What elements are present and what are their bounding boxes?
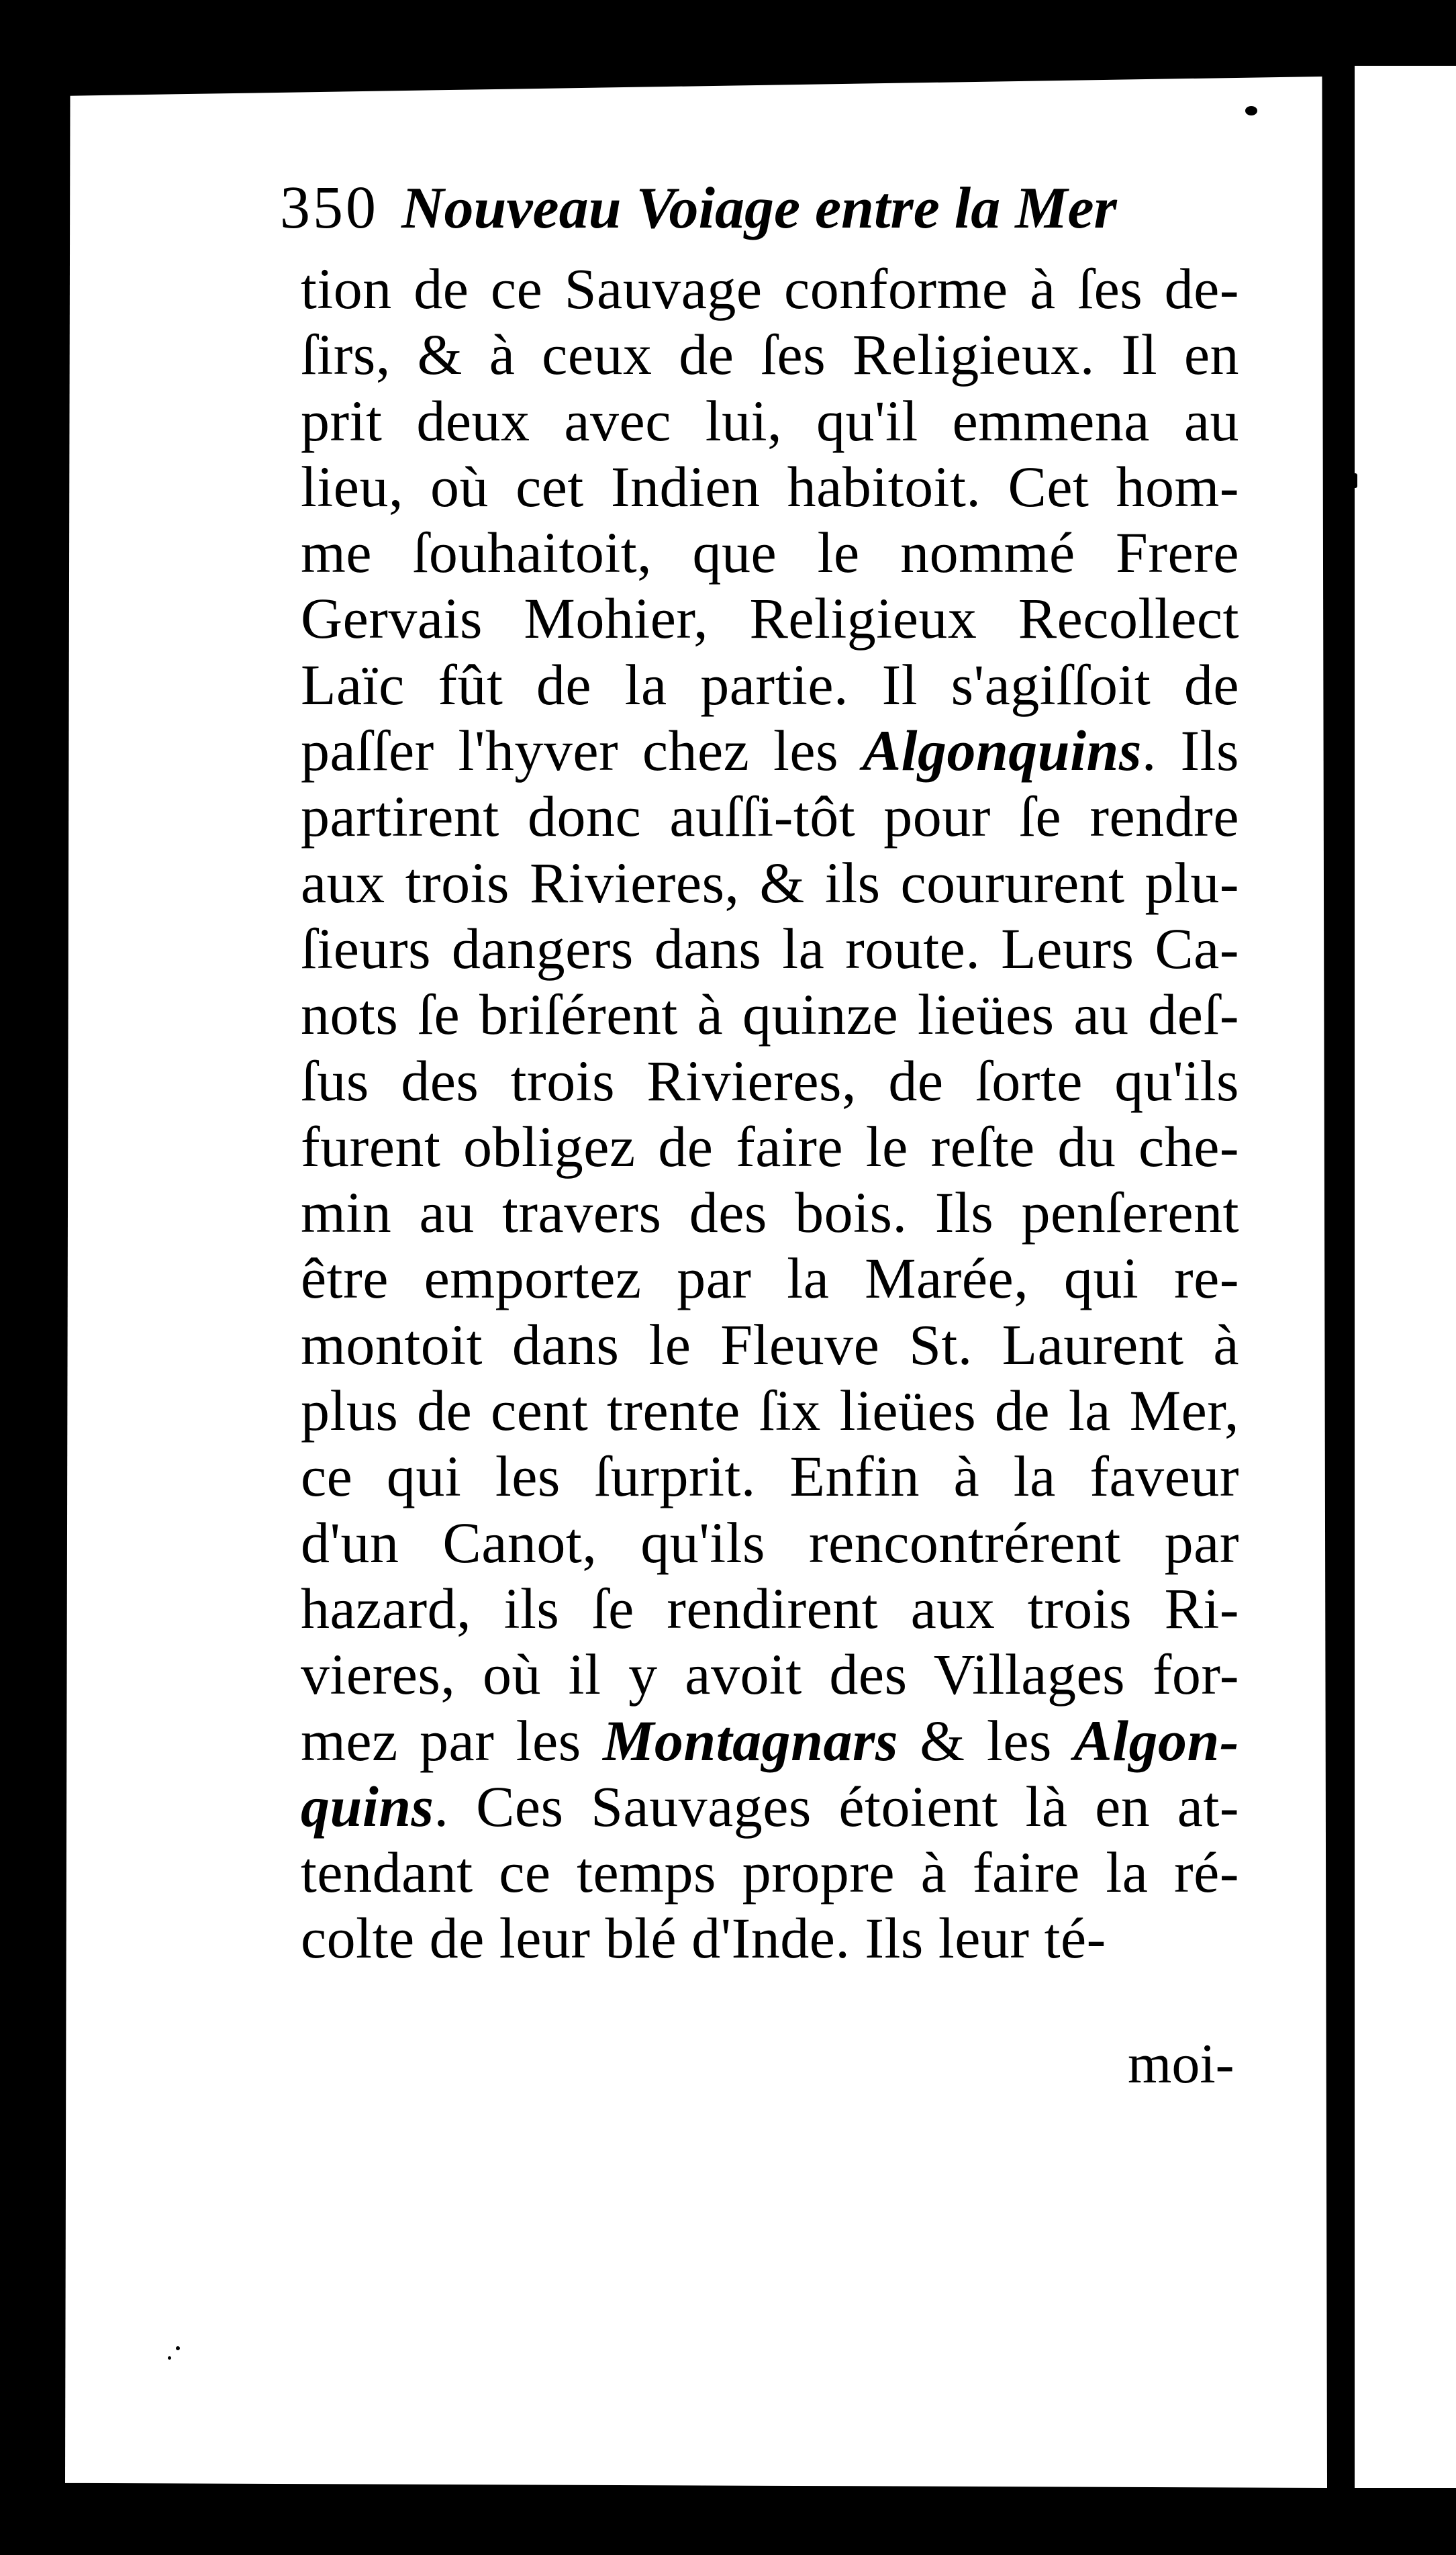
italic-term: quins (301, 1774, 434, 1839)
text-line-10: aux trois Rivieres, & ils coururent plu- (301, 850, 1239, 915)
text-line-12: nots ſe briſérent à quinze lieües au deſ- (301, 982, 1239, 1047)
text-line-18: plus de cent trente ſix lieües de la Mer, (301, 1378, 1239, 1443)
ink-speck (1245, 106, 1257, 115)
italic-term: Montagnars (602, 1708, 898, 1773)
text-line-22: vieres, où il y avoit des Villages for- (301, 1642, 1239, 1707)
italic-term: Algon- (1073, 1708, 1239, 1773)
ink-speck (176, 2346, 180, 2350)
running-title: Nouveau Voiage entre la Mer (401, 176, 1117, 241)
text-line-26: colte de leur blé d'Inde. Ils leur té- (301, 1906, 1106, 1971)
ink-speck (168, 2356, 171, 2360)
text-line-1: tion de ce Sauvage conforme à ſes de- (301, 256, 1239, 321)
text-line-23: mez par les Montagnars & les Algon- (301, 1708, 1239, 1773)
adjacent-page-edge (1355, 66, 1456, 2488)
text-line-3: prit deux avec lui, qu'il emmena au (301, 388, 1239, 453)
text-line-8: paſſer l'hyver chez les Algonquins. Ils (301, 718, 1240, 783)
text-line-16: être emportez par la Marée, qui re- (301, 1246, 1239, 1311)
text-line-24: quins. Ces Sauvages étoient là en at- (301, 1774, 1239, 1839)
catchword: moi- (1128, 2033, 1234, 2095)
text-line-5: me ſouhaitoit, que le nommé Frere (301, 520, 1239, 585)
text-line-7: Laïc fût de la partie. Il s'agiſſoit de (301, 652, 1239, 717)
text-line-19: ce qui les ſurprit. Enfin à la faveur (301, 1444, 1239, 1509)
text-line-9: partirent donc auſſi-tôt pour ſe rendre (301, 784, 1239, 849)
text-line-13: ſus des trois Rivieres, de ſorte qu'ils (301, 1048, 1239, 1113)
running-head (280, 173, 1233, 260)
text-line-21: hazard, ils ſe rendirent aux trois Ri- (301, 1576, 1239, 1641)
text-line-11: ſieurs dangers dans la route. Leurs Ca- (301, 916, 1239, 981)
text-line-25: tendant ce temps propre à faire la ré- (301, 1840, 1239, 1905)
text-line-14: furent obligez de faire le reſte du che- (301, 1114, 1239, 1179)
text-line-17: montoit dans le Fleuve St. Laurent à (301, 1312, 1239, 1377)
text-line-20: d'un Canot, qu'ils rencontrérent par (301, 1510, 1239, 1575)
italic-term: Algonquins (862, 718, 1142, 783)
page-number: 350 (280, 175, 379, 241)
ink-speck (1351, 473, 1357, 488)
text-line-15: min au travers des bois. Ils penſerent (301, 1180, 1239, 1245)
text-line-2: ſirs, & à ceux de ſes Religieux. Il en (301, 322, 1239, 387)
body-text (301, 256, 1239, 1972)
text-line-4: lieu, où cet Indien habitoit. Cet hom- (301, 454, 1239, 519)
text-line-6: Gervais Mohier, Religieux Recollect (301, 586, 1239, 651)
